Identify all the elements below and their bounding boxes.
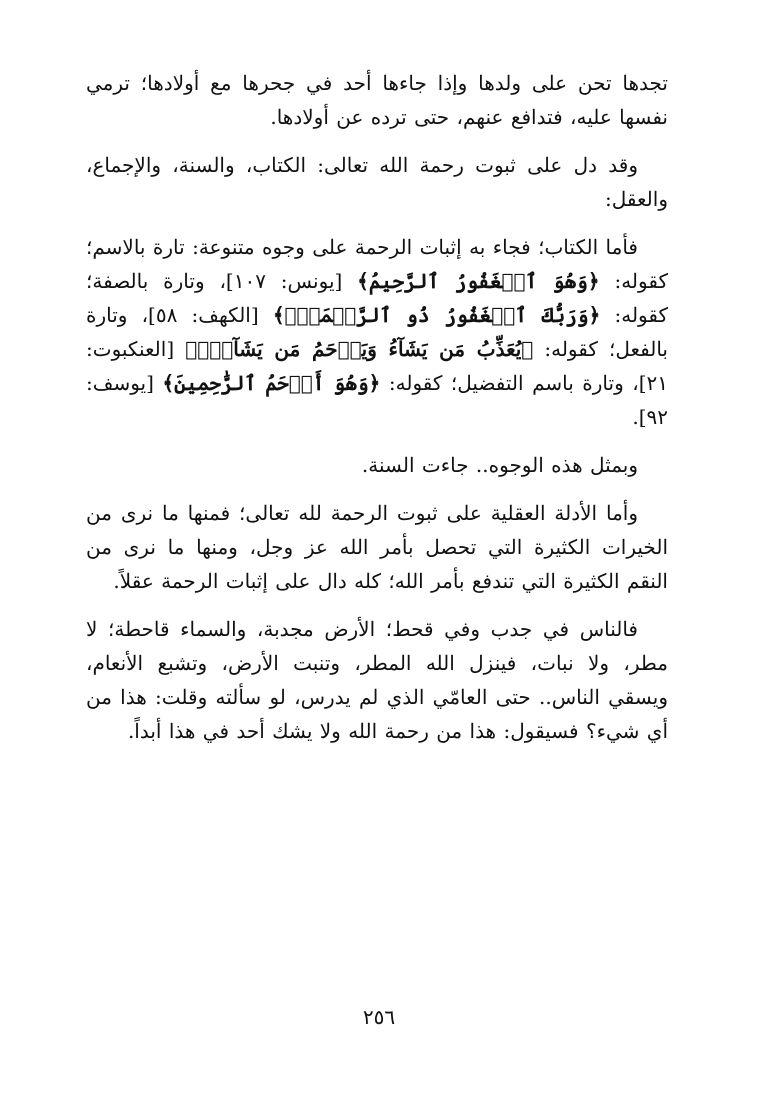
quran-verse-3: ﴿يُعَذِّبُ مَن يَشَآءُ وَيَرۡحَمُ مَن يَشَآءُۖ﴾ xyxy=(185,337,534,361)
verse-reference-4: [يوسف: ٩٢]. xyxy=(86,371,668,429)
paragraph-1: تجدها تحن على ولدها وإذا جاءها أحد في جحرها مع أولادها؛ ترمي نفسها عليه، فتدافع عنهم، حتى ترده عن أولادها. xyxy=(86,71,668,129)
verse-reference-2: [الكهف: ٥٨]، وتارة بالفعل؛ كقوله: xyxy=(86,303,668,361)
page-number: ٢٥٦ xyxy=(362,1005,396,1029)
paragraph-3 xyxy=(86,230,668,434)
quran-verse-4: ﴿وَهُوَ أَرۡحَمُ ٱلرَّٰحِمِينَ﴾ xyxy=(162,371,381,395)
quran-verse-2: ﴿وَرَبُّكَ ٱلۡغَفُورُ ذُو ٱلرَّحۡمَةِۖ﴾ xyxy=(272,303,601,327)
paragraph-3-intro: فأما الكتاب؛ فجاء به إثبات الرحمة على وجوه متنوعة: تارة بالاسم؛ كقوله: xyxy=(86,235,668,293)
verse-reference-3: [العنكبوت: ٢١]، وتارة باسم التفضيل؛ كقوله: xyxy=(86,337,668,395)
quran-verse-1: ﴿وَهُوَ ٱلۡغَفُورُ ٱلرَّحِيمُ﴾ xyxy=(357,269,600,293)
paragraph-4: وبمثل هذه الوجوه.. جاءت السنة. xyxy=(361,453,638,477)
verse-reference-1: [يونس: ١٠٧]، وتارة بالصفة؛ كقوله: xyxy=(86,269,669,327)
page-body xyxy=(86,66,668,762)
paragraph-6: فالناس في جدب وفي قحط؛ الأرض مجدبة، والسماء قاحطة؛ لا مطر، ولا نبات، فينزل الله المطر، وتنبت الأرض، وتشبع الأنعام، ويسقي الناس.. حتى العامّي الذي لم يدرس، لو سألته وقلت: هذا من أي شيء؟ فسيقول: هذا من رحمة الله ولا يشك أحد في هذا أبداً. xyxy=(86,617,668,743)
paragraph-5: وأما الأدلة العقلية على ثبوت الرحمة لله تعالى؛ فمنها ما نرى من الخيرات الكثيرة التي تحصل بأمر الله عز وجل، ومنها ما نرى من النقم الكثيرة التي تندفع بأمر الله؛ كله دال على إثبات الرحمة عقلاً. xyxy=(86,501,668,593)
paragraph-2: وقد دل على ثبوت رحمة الله تعالى: الكتاب، والسنة، والإجماع، والعقل: xyxy=(86,153,668,211)
